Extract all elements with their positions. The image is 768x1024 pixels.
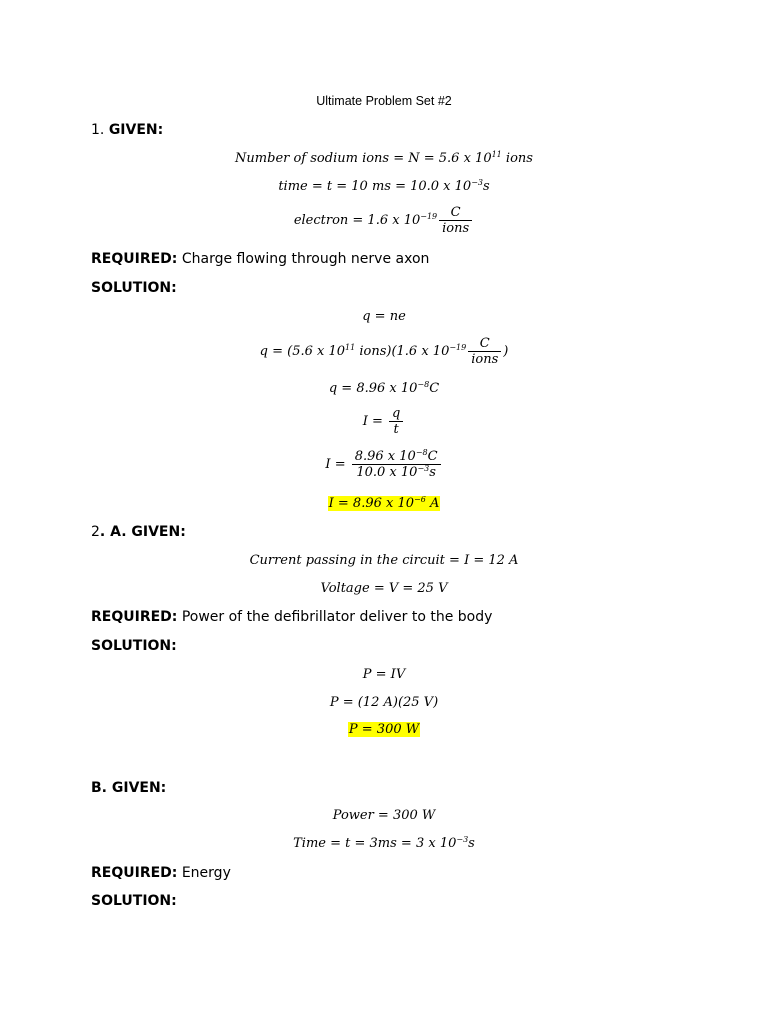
problem-2a-heading (91, 524, 186, 540)
fraction: $\frac{q}{t}$ (389, 406, 403, 437)
solution-1-step-3: q = 8.96 x $10^{-8}C$ (328, 380, 440, 396)
given-electron-charge: electron = 1.6 x $10^{-19}$ $\frac{C}{\text{ions}}$ (0, 205, 768, 236)
solution-2a-answer (0, 722, 768, 737)
solution-2a-step-1: P = IV (362, 667, 406, 682)
required-text: Charge flowing through nerve axon (177, 251, 430, 267)
solution-2a-label: SOLUTION: (91, 638, 177, 654)
required-2a (91, 609, 492, 625)
problem-2b-heading: B. GIVEN: (91, 780, 167, 796)
required-2b (91, 865, 231, 881)
fraction: $\frac{8.96 x 10^{-8}C}{10.0 x 10^{-3}s}$ (352, 449, 441, 480)
solution-1-label: SOLUTION: (91, 280, 177, 296)
highlighted-answer: I = 8.96 x $10^{-6}$ A (328, 495, 440, 511)
given-sodium-ions: Number of sodium ions = N = 5.6 x $10^{11}$ ions (235, 150, 533, 166)
required-text: Power of the defibrillator deliver to the body (177, 609, 493, 625)
solution-1-step-5: I = $\frac{8.96 x 10^{-8}C}{10.0 x 10^{-3}s}$ (0, 449, 768, 480)
solution-1-step-1: q = ne (362, 309, 406, 324)
solution-2a-step-2: P = (12 A)(25 V) (329, 695, 439, 710)
given-time: time = t = 10 ms = 10.0 x $10^{-3}s$ (278, 178, 490, 194)
required-label: REQUIRED: (91, 251, 178, 267)
problem-1-number: 1. (91, 122, 109, 138)
solution-1-step-4: I = $\frac{q}{t}$ (0, 406, 768, 437)
document-title: Ultimate Problem Set #2 (316, 94, 452, 108)
required-text: Energy (177, 865, 231, 881)
solution-2b-label: SOLUTION: (91, 893, 177, 909)
given-label: . A. GIVEN: (99, 524, 186, 540)
given-label: GIVEN: (108, 122, 164, 138)
problem-1-heading (91, 122, 163, 138)
solution-1-step-2: q = (5.6 x $10^{11}$ ions)(1.6 x $10^{-19}$ $\frac{C}{\text{ions}}$ ) (259, 336, 509, 367)
highlighted-answer: P = 300 W (348, 722, 420, 737)
fraction: $\frac{C}{\text{ions}}$ (439, 205, 472, 236)
given-time-2b: Time = t = 3ms = 3 x $10^{-3}s$ (293, 835, 475, 851)
solution-1-answer (0, 496, 768, 511)
required-1 (91, 251, 429, 267)
given-voltage: Voltage = V = 25 V (320, 581, 448, 596)
required-label: REQUIRED: (91, 609, 178, 625)
required-label: REQUIRED: (91, 865, 178, 881)
given-power: Power = 300 W (332, 808, 436, 823)
problem-2-number: 2 (91, 524, 100, 540)
given-current: Current passing in the circuit = I = 12 A (249, 553, 519, 568)
fraction: $\frac{C}{\text{ions}}$ (468, 336, 501, 367)
